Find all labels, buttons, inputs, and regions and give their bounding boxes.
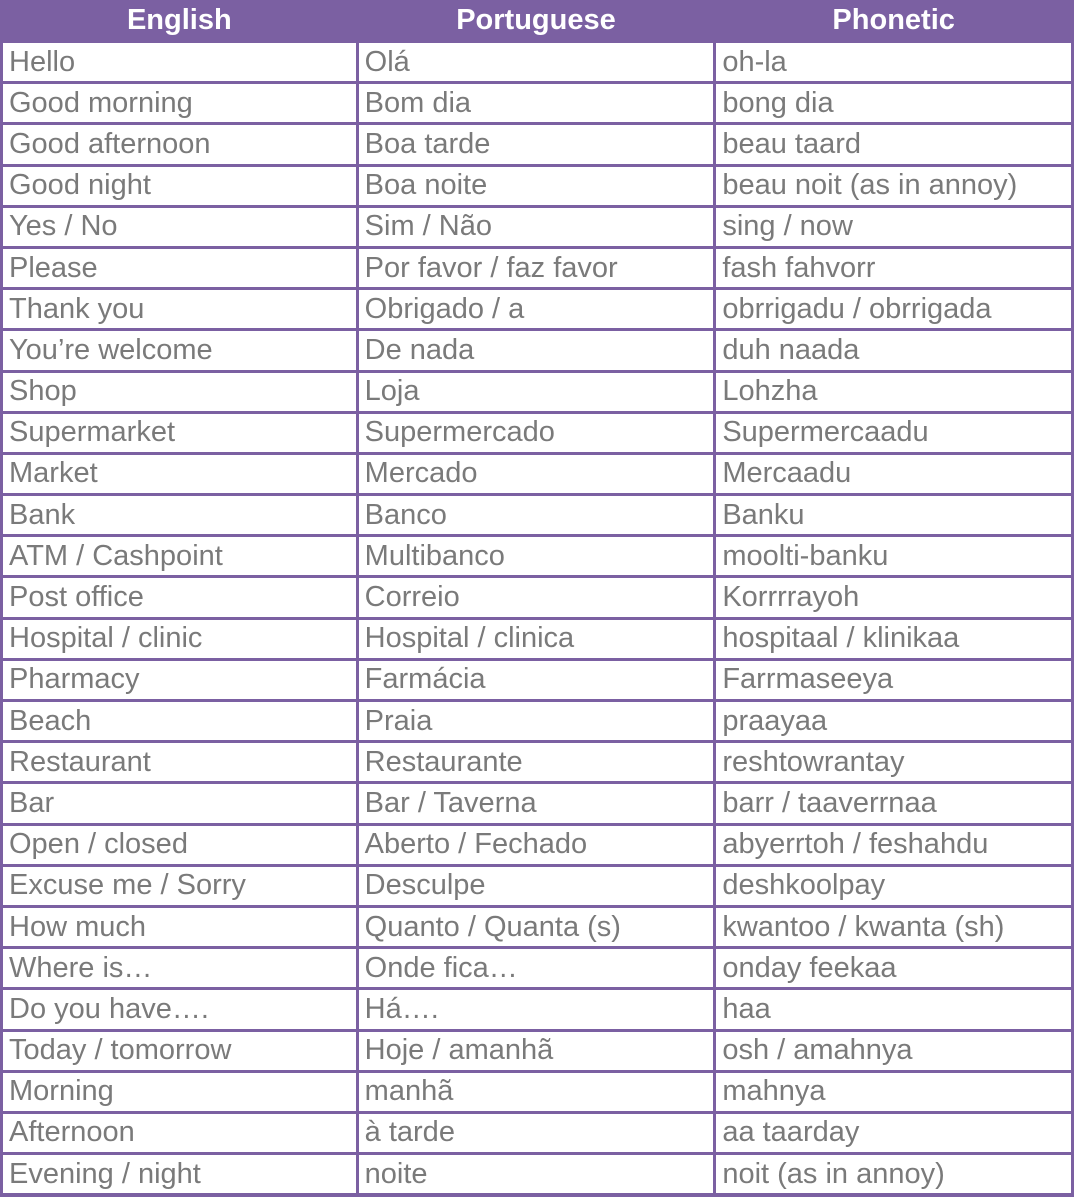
portuguese-cell: Praia [359,702,714,740]
table-body [3,43,1071,1193]
table-row [3,990,1071,1028]
portuguese-cell: Multibanco [359,537,714,575]
english-cell: Bar [3,784,356,822]
portuguese-cell: De nada [359,331,714,369]
english-cell: How much [3,908,356,946]
phonetic-cell: mahnya [716,1073,1071,1111]
english-cell: Supermarket [3,414,356,452]
english-cell: Market [3,455,356,493]
phonetic-cell: abyerrtoh / feshahdu [716,826,1071,864]
portuguese-cell: Boa noite [359,167,714,205]
phonetic-cell: hospitaal / klinikaa [716,620,1071,658]
english-cell: Do you have…. [3,990,356,1028]
english-cell: Beach [3,702,356,740]
phonetic-cell: osh / amahnya [716,1032,1071,1070]
phonetic-cell: Korrrrayoh [716,578,1071,616]
phonetic-cell: praayaa [716,702,1071,740]
english-cell: Open / closed [3,826,356,864]
portuguese-cell: Hoje / amanhã [359,1032,714,1070]
phonetic-cell: sing / now [716,208,1071,246]
table-row [3,249,1071,287]
table-row [3,826,1071,864]
table-row [3,661,1071,699]
portuguese-cell: Boa tarde [359,125,714,163]
phonetic-cell: oh-la [716,43,1071,81]
column-header-english: English [3,0,356,40]
english-cell: Hello [3,43,356,81]
portuguese-cell: Bar / Taverna [359,784,714,822]
portuguese-cell: Loja [359,373,714,411]
english-cell: Please [3,249,356,287]
portuguese-cell: manhã [359,1073,714,1111]
english-cell: Restaurant [3,743,356,781]
phonetic-cell: beau taard [716,125,1071,163]
portuguese-cell: Correio [359,578,714,616]
phonetic-cell: obrrigadu / obrrigada [716,290,1071,328]
phonetic-cell: duh naada [716,331,1071,369]
phonetic-cell: Mercaadu [716,455,1071,493]
english-cell: Good afternoon [3,125,356,163]
portuguese-cell: Por favor / faz favor [359,249,714,287]
portuguese-cell: Supermercado [359,414,714,452]
english-cell: Good night [3,167,356,205]
table-row [3,867,1071,905]
phonetic-cell: aa taarday [716,1114,1071,1152]
table-row [3,167,1071,205]
table-row [3,537,1071,575]
english-cell: Yes / No [3,208,356,246]
phonetic-cell: noit (as in annoy) [716,1155,1071,1193]
table-row [3,125,1071,163]
table-row [3,455,1071,493]
portuguese-cell: Farmácia [359,661,714,699]
phonetic-cell: barr / taaverrnaa [716,784,1071,822]
table-row [3,908,1071,946]
english-cell: Thank you [3,290,356,328]
table-row [3,496,1071,534]
english-cell: Bank [3,496,356,534]
table-row [3,414,1071,452]
phonetic-cell: Farrmaseeya [716,661,1071,699]
table-row [3,784,1071,822]
phonetic-cell: beau noit (as in annoy) [716,167,1071,205]
table-row [3,331,1071,369]
table-row [3,43,1071,81]
table-row [3,1155,1071,1193]
phonetic-cell: onday feekaa [716,949,1071,987]
english-cell: Hospital / clinic [3,620,356,658]
english-cell: Post office [3,578,356,616]
portuguese-cell: Obrigado / a [359,290,714,328]
english-cell: Good morning [3,84,356,122]
table-row [3,702,1071,740]
table-row [3,208,1071,246]
phonetic-cell: Supermercaadu [716,414,1071,452]
english-cell: Pharmacy [3,661,356,699]
column-header-phonetic: Phonetic [716,0,1071,40]
phonetic-cell: deshkoolpay [716,867,1071,905]
english-cell: Evening / night [3,1155,356,1193]
portuguese-cell: Há…. [359,990,714,1028]
table-row [3,578,1071,616]
column-header-portuguese: Portuguese [359,0,714,40]
portuguese-cell: Hospital / clinica [359,620,714,658]
portuguese-cell: Onde fica… [359,949,714,987]
table-row [3,1114,1071,1152]
portuguese-cell: Olá [359,43,714,81]
portuguese-cell: Mercado [359,455,714,493]
english-cell: Afternoon [3,1114,356,1152]
english-cell: Excuse me / Sorry [3,867,356,905]
portuguese-cell: Restaurante [359,743,714,781]
table-row [3,949,1071,987]
phonetic-cell: moolti-banku [716,537,1071,575]
table-row [3,743,1071,781]
portuguese-cell: Quanto / Quanta (s) [359,908,714,946]
portuguese-cell: Sim / Não [359,208,714,246]
english-cell: Morning [3,1073,356,1111]
phonetic-cell: fash fahvorr [716,249,1071,287]
table-row [3,84,1071,122]
portuguese-cell: à tarde [359,1114,714,1152]
phonetic-cell: Banku [716,496,1071,534]
portuguese-cell: Aberto / Fechado [359,826,714,864]
portuguese-cell: noite [359,1155,714,1193]
english-cell: You’re welcome [3,331,356,369]
table-row [3,1073,1071,1111]
english-cell: Shop [3,373,356,411]
header-row [3,0,1071,40]
table-row [3,620,1071,658]
portuguese-cell: Banco [359,496,714,534]
phonetic-cell: haa [716,990,1071,1028]
english-cell: Where is… [3,949,356,987]
phonetic-cell: Lohzha [716,373,1071,411]
phonetic-cell: kwantoo / kwanta (sh) [716,908,1071,946]
table-row [3,373,1071,411]
table-row [3,1032,1071,1070]
portuguese-cell: Bom dia [359,84,714,122]
portuguese-cell: Desculpe [359,867,714,905]
english-cell: ATM / Cashpoint [3,537,356,575]
phonetic-cell: bong dia [716,84,1071,122]
english-cell: Today / tomorrow [3,1032,356,1070]
table-row [3,290,1071,328]
phonetic-cell: reshtowrantay [716,743,1071,781]
